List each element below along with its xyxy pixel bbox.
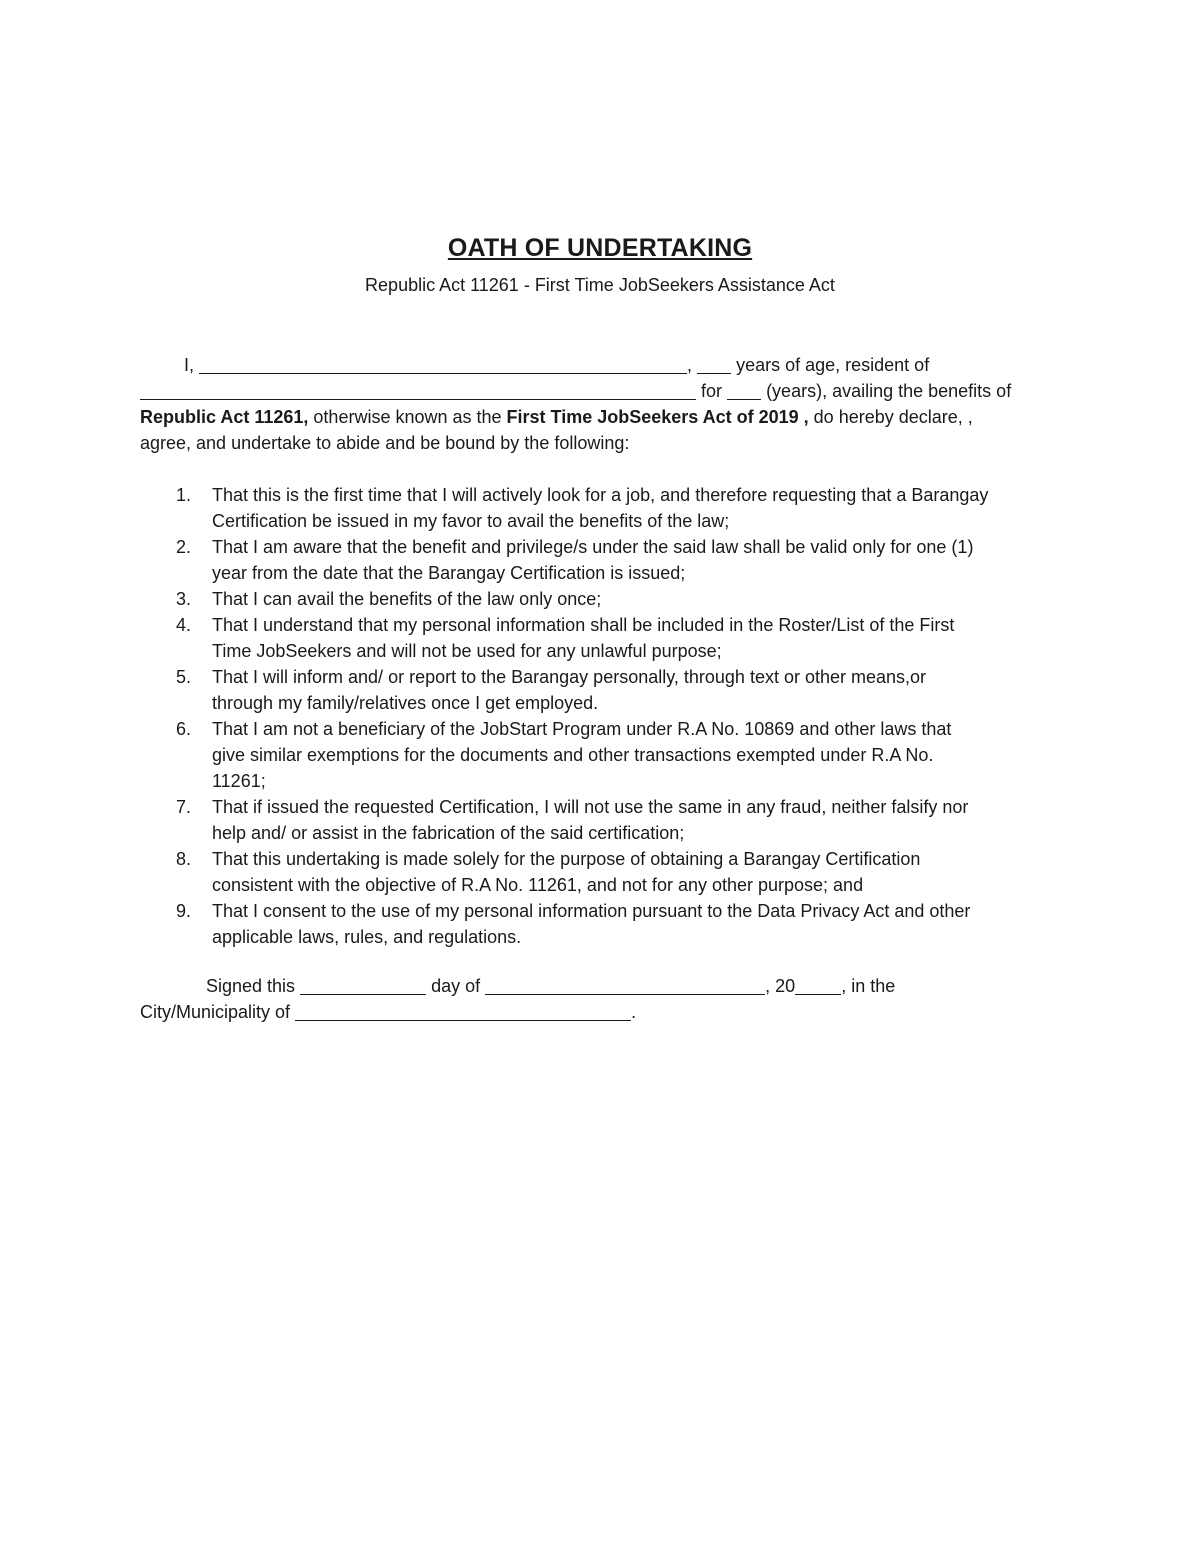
list-text: Time JobSeekers and will not be used for any unlawful purpose; bbox=[212, 641, 722, 661]
signed-text: . bbox=[631, 1002, 637, 1022]
undertaking-list bbox=[140, 482, 1070, 950]
signed-text: Signed this bbox=[206, 976, 296, 996]
list-number: 6. bbox=[176, 719, 192, 739]
list-number: 4. bbox=[176, 615, 192, 635]
page-subtitle: Republic Act 11261 - First Time JobSeekers Assistance Act bbox=[365, 275, 835, 295]
page-title: OATH OF UNDERTAKING bbox=[447, 234, 753, 262]
list-number: 1. bbox=[176, 485, 192, 505]
signed-line-2 bbox=[140, 999, 1070, 1025]
intro-line-3 bbox=[140, 404, 1070, 430]
intro-text: I, bbox=[184, 355, 195, 375]
list-number: 8. bbox=[176, 849, 192, 869]
list-text: That if issued the requested Certification, I will not use the same in any fraud, neither falsify nor bbox=[212, 797, 969, 817]
years-blank-field[interactable] bbox=[727, 381, 761, 400]
list-item bbox=[140, 612, 1070, 664]
intro-text: for bbox=[701, 381, 723, 401]
intro-paragraph bbox=[140, 352, 1070, 456]
month-blank-field[interactable] bbox=[485, 976, 765, 995]
list-item bbox=[140, 794, 1070, 846]
list-text: 11261; bbox=[212, 771, 266, 791]
signed-line-1 bbox=[140, 973, 1070, 999]
signed-text: , in the bbox=[841, 976, 896, 996]
signature-paragraph bbox=[140, 973, 1070, 1025]
list-text: through my family/relatives once I get employed. bbox=[212, 693, 599, 713]
intro-line-1 bbox=[140, 352, 1070, 378]
list-item bbox=[140, 716, 1070, 794]
day-blank-field[interactable] bbox=[300, 976, 426, 995]
intro-line-4: agree, and undertake to abide and be bound by the following: bbox=[140, 433, 630, 453]
list-text: give similar exemptions for the documents and other transactions exempted under R.A No. bbox=[212, 745, 934, 765]
list-text: consistent with the objective of R.A No. 11261, and not for any other purpose; and bbox=[212, 875, 864, 895]
intro-text: do hereby declare, , bbox=[808, 407, 973, 427]
list-item bbox=[140, 534, 1070, 586]
name-blank-field[interactable] bbox=[199, 355, 687, 374]
list-text: That I understand that my personal information shall be included in the Roster/List of the First bbox=[212, 615, 955, 635]
act-reference: Republic Act 11261, bbox=[140, 407, 309, 427]
list-number: 2. bbox=[176, 537, 192, 557]
list-number: 9. bbox=[176, 901, 192, 921]
year-blank-field[interactable] bbox=[795, 976, 841, 995]
list-text: That I can avail the benefits of the law only once; bbox=[212, 589, 602, 609]
list-item bbox=[140, 664, 1070, 716]
signed-text: City/Municipality of bbox=[140, 1002, 291, 1022]
list-number: 3. bbox=[176, 589, 192, 609]
list-item bbox=[140, 846, 1070, 898]
list-item bbox=[140, 586, 1070, 612]
list-text: That I consent to the use of my personal information pursuant to the Data Privacy Act and other bbox=[212, 901, 971, 921]
intro-text: (years), availing the benefits of bbox=[766, 381, 1012, 401]
intro-text: years of age, resident of bbox=[736, 355, 930, 375]
list-number: 5. bbox=[176, 667, 192, 687]
list-text: year from the date that the Barangay Certification is issued; bbox=[212, 563, 686, 583]
intro-line-2 bbox=[140, 378, 1070, 404]
list-text: That I am not a beneficiary of the JobStart Program under R.A No. 10869 and other laws that bbox=[212, 719, 952, 739]
age-blank-field[interactable] bbox=[697, 355, 731, 374]
list-item bbox=[140, 898, 1070, 950]
signed-text: , 20 bbox=[765, 976, 796, 996]
list-text: Certification be issued in my favor to avail the benefits of the law; bbox=[212, 511, 730, 531]
list-item bbox=[140, 482, 1070, 534]
list-text: That this is the first time that I will actively look for a job, and therefore requesting that a Barangay bbox=[212, 485, 989, 505]
city-blank-field[interactable] bbox=[295, 1002, 631, 1021]
signed-text: day of bbox=[431, 976, 481, 996]
list-text: applicable laws, rules, and regulations. bbox=[212, 927, 522, 947]
list-text: help and/ or assist in the fabrication of the said certification; bbox=[212, 823, 685, 843]
act-name: First Time JobSeekers Act of 2019 , bbox=[506, 407, 809, 427]
intro-text: , bbox=[687, 355, 693, 375]
intro-text: otherwise known as the bbox=[308, 407, 507, 427]
residence-blank-field[interactable] bbox=[140, 381, 696, 400]
list-number: 7. bbox=[176, 797, 192, 817]
list-text: That this undertaking is made solely for the purpose of obtaining a Barangay Certification bbox=[212, 849, 921, 869]
list-text: That I will inform and/ or report to the Barangay personally, through text or other means,or bbox=[212, 667, 927, 687]
list-text: That I am aware that the benefit and privilege/s under the said law shall be valid only for one (1) bbox=[212, 537, 974, 557]
